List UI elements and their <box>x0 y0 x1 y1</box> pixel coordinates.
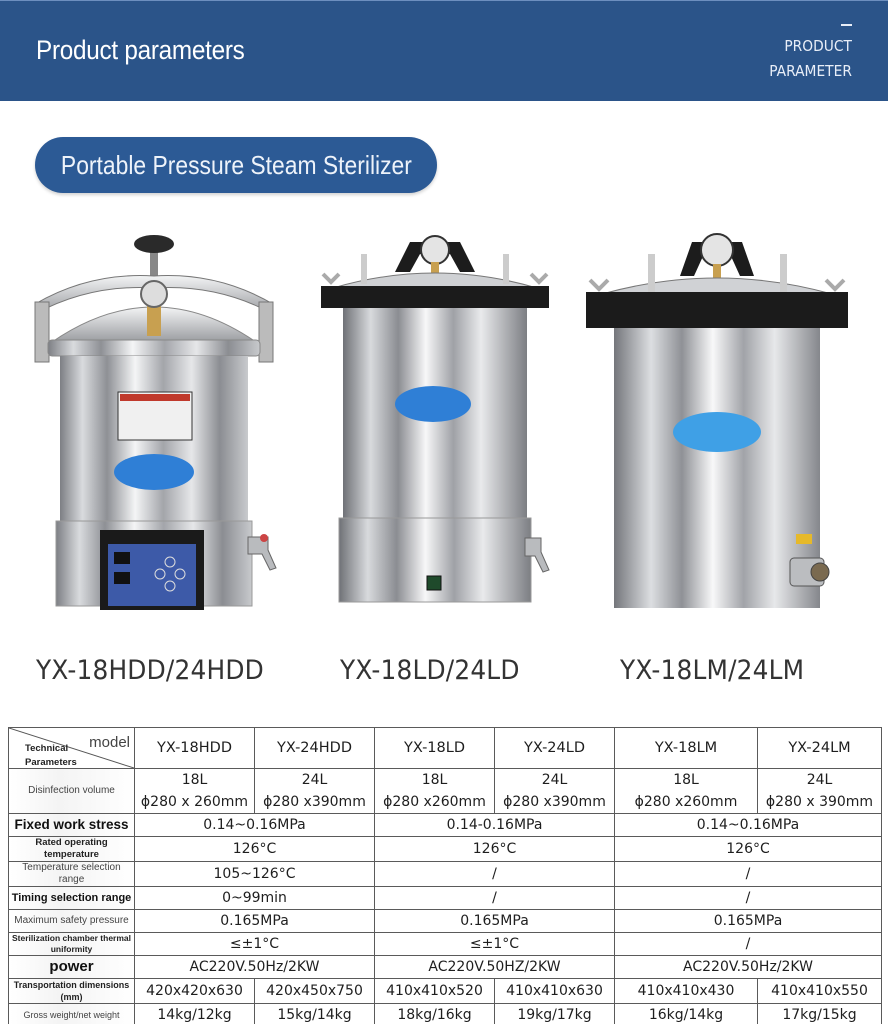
value-cell: ≤±1°C <box>375 933 615 956</box>
header-dash-decoration <box>841 24 852 26</box>
row-label: Gross weight/net weight <box>9 1004 135 1024</box>
row-label: Temperature selection range <box>9 862 135 887</box>
corner-header-cell <box>9 728 135 769</box>
table-row-uniformity <box>9 933 882 956</box>
value-cell: 410x410x430 <box>615 979 758 1004</box>
volume-cell: 18L ϕ280 x 260mm <box>135 769 255 814</box>
value-cell: 126°C <box>135 837 375 862</box>
value-cell: 0.14-0.16MPa <box>375 814 615 837</box>
corner-model-label: model <box>89 734 130 751</box>
spec-table <box>8 727 882 1024</box>
header-banner <box>0 0 888 101</box>
value-cell: 0.165MPa <box>615 910 882 933</box>
header-subtitle <box>769 34 852 84</box>
corner-parameters-label: Technical Parameters <box>25 743 77 768</box>
value-cell: 19kg/17kg <box>495 1004 615 1024</box>
table-header-row <box>9 728 882 769</box>
value-cell: 17kg/15kg <box>758 1004 882 1024</box>
value-cell: 126°C <box>615 837 882 862</box>
value-cell: 0.165MPa <box>375 910 615 933</box>
sterilizer-ld-image <box>315 232 555 617</box>
row-label: Maximum safety pressure <box>9 910 135 933</box>
value-cell: 14kg/12kg <box>135 1004 255 1024</box>
table-row-temp-range <box>9 862 882 887</box>
volume-cell: 24L ϕ280 x 390mm <box>758 769 882 814</box>
model-header: YX-24LD <box>495 728 615 769</box>
value-cell: 15kg/14kg <box>255 1004 375 1024</box>
value-cell: 410x410x520 <box>375 979 495 1004</box>
page-title: Product parameters <box>36 35 245 65</box>
section-title-pill <box>35 137 437 193</box>
volume-cell: 18L ϕ280 x260mm <box>375 769 495 814</box>
value-cell: / <box>375 862 615 887</box>
value-cell: 420x450x750 <box>255 979 375 1004</box>
sterilizer-lm-image <box>580 228 855 618</box>
volume-cell: 18L ϕ280 x260mm <box>615 769 758 814</box>
value-cell: / <box>615 862 882 887</box>
value-cell: 0.14~0.16MPa <box>135 814 375 837</box>
row-label: Fixed work stress <box>9 814 135 837</box>
table-row-rated-temp <box>9 837 882 862</box>
row-label: Rated operating temperature <box>9 837 135 862</box>
value-cell: AC220V.50Hz/2KW <box>615 956 882 979</box>
model-header: YX-24HDD <box>255 728 375 769</box>
value-cell: 410x410x550 <box>758 979 882 1004</box>
value-cell: 18kg/16kg <box>375 1004 495 1024</box>
value-cell: AC220V.50HZ/2KW <box>375 956 615 979</box>
model-header: YX-18LM <box>615 728 758 769</box>
value-cell: 410x410x630 <box>495 979 615 1004</box>
header-subtitle-line2: PARAMETER <box>769 62 852 80</box>
section-title: Portable Pressure Steam Sterilizer <box>60 149 412 180</box>
value-cell: AC220V.50Hz/2KW <box>135 956 375 979</box>
table-row-max-pressure <box>9 910 882 933</box>
value-cell: / <box>375 887 615 910</box>
volume-cell: 24L ϕ280 x390mm <box>495 769 615 814</box>
table-row-power <box>9 956 882 979</box>
table-row-weight <box>9 1004 882 1024</box>
value-cell: 105~126°C <box>135 862 375 887</box>
value-cell: 420x420x630 <box>135 979 255 1004</box>
row-label: power <box>9 956 135 979</box>
table-row-timing-range <box>9 887 882 910</box>
model-header: YX-18LD <box>375 728 495 769</box>
product-label-hdd: YX-18HDD/24HDD <box>36 655 264 686</box>
row-label: Disinfection volume <box>9 769 135 814</box>
table-row-volume <box>9 769 882 814</box>
volume-cell: 24L ϕ280 x390mm <box>255 769 375 814</box>
table-row-work-stress <box>9 814 882 837</box>
row-label: Transportation dimensions (mm) <box>9 979 135 1004</box>
row-label: Timing selection range <box>9 887 135 910</box>
model-header: YX-18HDD <box>135 728 255 769</box>
value-cell: ≤±1°C <box>135 933 375 956</box>
product-label-lm: YX-18LM/24LM <box>620 655 805 686</box>
value-cell: 0.165MPa <box>135 910 375 933</box>
model-header: YX-24LM <box>758 728 882 769</box>
product-label-ld: YX-18LD/24LD <box>340 655 520 686</box>
value-cell: 0.14~0.16MPa <box>615 814 882 837</box>
table-row-transport-dims <box>9 979 882 1004</box>
value-cell: 126°C <box>375 837 615 862</box>
value-cell: 0~99min <box>135 887 375 910</box>
header-subtitle-line1: PRODUCT <box>784 37 852 55</box>
value-cell: / <box>615 887 882 910</box>
value-cell: / <box>615 933 882 956</box>
value-cell: 16kg/14kg <box>615 1004 758 1024</box>
row-label: Sterilization chamber thermal uniformity <box>9 933 135 956</box>
sterilizer-hdd-image <box>30 232 280 617</box>
